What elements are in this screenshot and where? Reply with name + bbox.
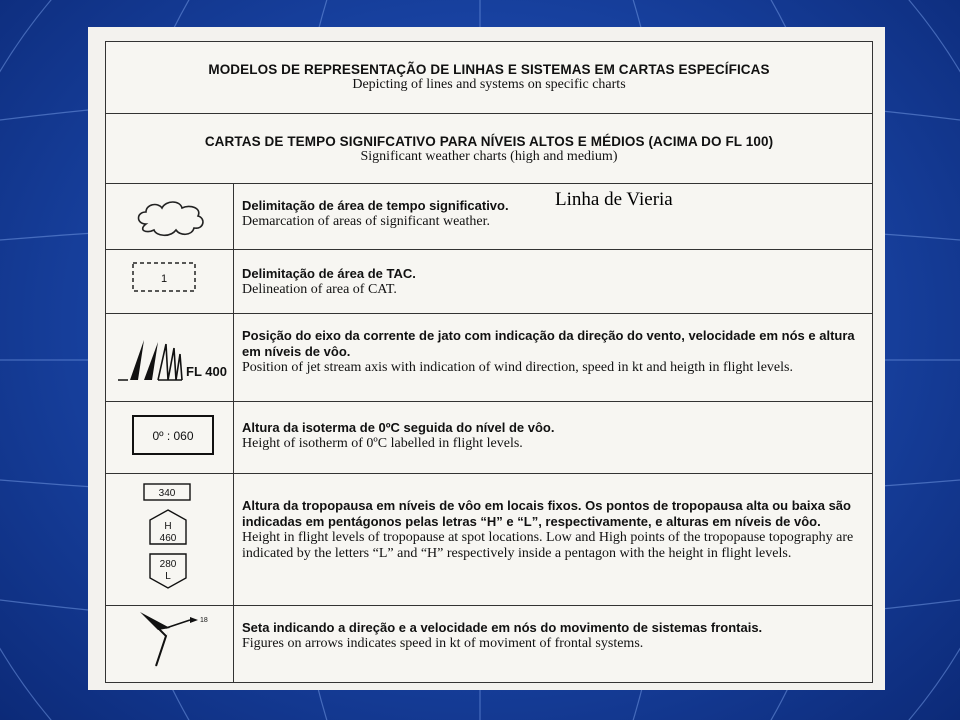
- row-text-pt: Posição do eixo da corrente de jato com indicação da direção do vento, velocidade em nós e altura em níveis de vôo.: [242, 328, 855, 359]
- tropopause-icon: [106, 474, 234, 606]
- frontal-arrow-icon: [106, 606, 234, 682]
- header-title-pt: MODELOS DE REPRESENTAÇÃO DE LINHAS E SISTEMAS EM CARTAS ESPECÍFICAS: [208, 62, 770, 77]
- symbol-cell: [106, 606, 234, 682]
- cloud-outline-icon: [106, 184, 234, 250]
- tropopause-high-value: 460: [159, 533, 177, 544]
- jet-stream-icon: [106, 314, 234, 402]
- header-title-en: Depicting of lines and systems on specific charts: [352, 77, 626, 92]
- table-header: [106, 42, 872, 114]
- tropopause-high-letter: H: [164, 521, 172, 532]
- row-text-en: Figures on arrows indicates speed in kt of moviment of frontal systems.: [242, 636, 644, 651]
- table-row: [106, 184, 872, 250]
- row-text-en: Position of jet stream axis with indication of wind direction, speed in kt and heigth in flight levels.: [242, 360, 793, 375]
- row-text-pt: Altura da isoterma de 0ºC seguida do nível de vôo.: [242, 420, 555, 435]
- tropopause-spot-label: 340: [158, 488, 176, 499]
- isotherm-label: 0º : 060: [152, 429, 194, 443]
- row-text-en: Delineation of area of CAT.: [242, 282, 397, 297]
- table-row: [106, 250, 872, 314]
- symbol-cell: [106, 250, 234, 313]
- isotherm-box-icon: [106, 402, 234, 474]
- frontal-speed-label: 18: [200, 617, 208, 624]
- subheader-title-pt: CARTAS DE TEMPO SIGNIFCATIVO PARA NÍVEIS ALTOS E MÉDIOS (ACIMA DO FL 100): [204, 134, 774, 149]
- symbol-cell: [106, 314, 234, 401]
- row-text-pt: Altura da tropopausa em níveis de vôo em locais fixos. Os pontos de tropopausa alta ou baixa são indicadas em pentágonos pelas letras “H” e “L”, respectivamente, e alturas em níveis de vôo.: [242, 498, 851, 529]
- symbols-table: [105, 41, 873, 683]
- subheader-title-en: Significant weather charts (high and medium): [360, 149, 618, 164]
- row-text-en: Demarcation of areas of significant weather.: [242, 214, 491, 229]
- row-text-pt: Delimitação de área de tempo significativo.: [242, 198, 509, 213]
- row-text-pt: Delimitação de área de TAC.: [242, 266, 416, 281]
- row-text-en: Height of isotherm of 0ºC labelled in flight levels.: [242, 436, 523, 451]
- scanned-document: [88, 27, 885, 690]
- cat-box-label: 1: [160, 273, 168, 285]
- table-row: [106, 474, 872, 606]
- overlay-annotation: Linha de Vieria: [555, 189, 673, 210]
- table-row: [106, 606, 872, 682]
- table-row: [106, 402, 872, 474]
- row-text-en: Height in flight levels of tropopause at spot locations. Low and High points of the tropopause topography are indicated by the letters “L” and “H” respectively inside a pentagon with the height in flight levels.: [242, 530, 854, 561]
- table-subheader: [106, 114, 872, 184]
- symbol-cell: [106, 474, 234, 605]
- dashed-box-icon: [106, 250, 234, 314]
- row-text-pt: Seta indicando a direção e a velocidade em nós do movimento de sistemas frontais.: [242, 620, 763, 635]
- symbol-cell: [106, 184, 234, 249]
- tropopause-low-value: 280: [159, 559, 177, 570]
- jet-fl-label: FL 400: [186, 364, 227, 379]
- tropopause-low-letter: L: [165, 571, 171, 582]
- symbol-cell: [106, 402, 234, 473]
- table-row: [106, 314, 872, 402]
